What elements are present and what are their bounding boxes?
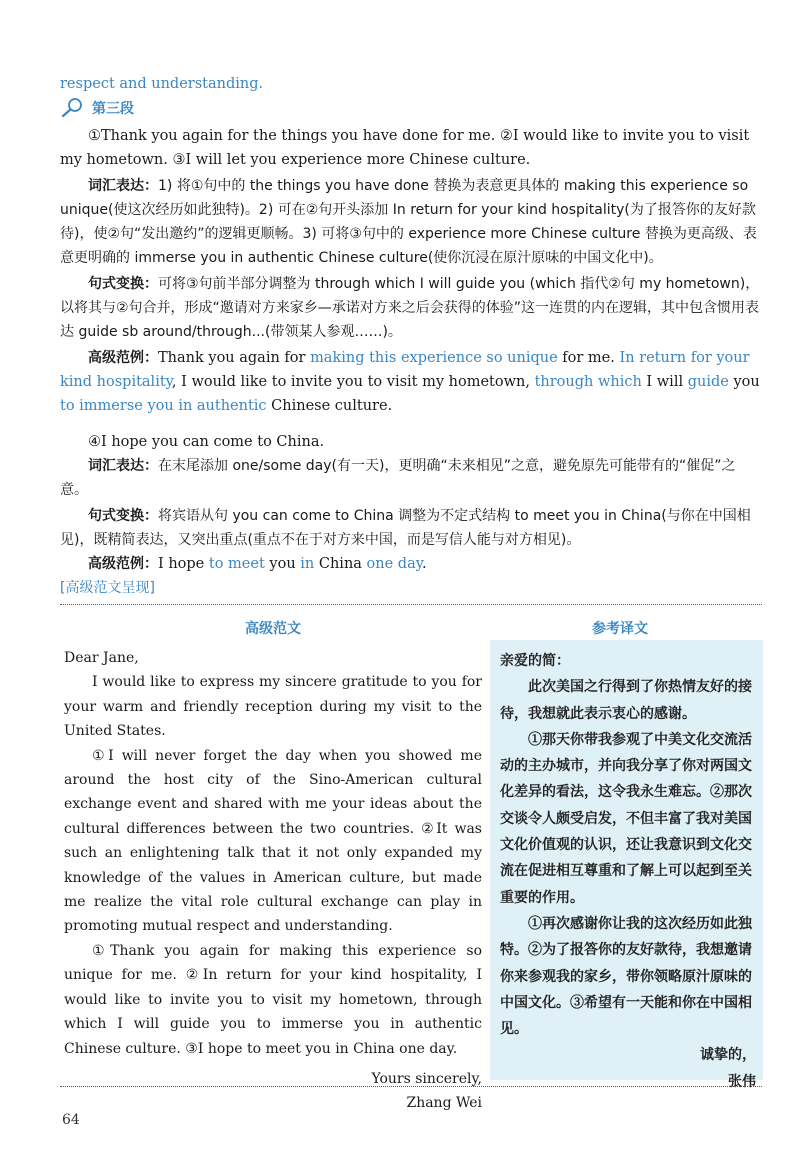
vocab-text-1: 1) 将①句中的 the things you have done 替换为表意更具体的 making this experience so unique(使这次经历如此独特)。2) 可在②句开头添加 In return for your kind hospitality(为了报答你的友好款待)，使②句“发出邀约”的逻辑更顺畅。3) 可将③句中的 experience more Chinese culture 替换为更高级、表意更明确的 immerse you in authentic Chinese culture(使你沉浸在原汁原味的中国文化中)。 xyxy=(60,178,757,266)
sentence-label-1: 句式变换： xyxy=(88,276,158,292)
page-number: 64 xyxy=(62,1112,80,1128)
plain-phrase: I hope xyxy=(158,556,209,572)
highlight-phrase: guide xyxy=(687,374,729,390)
plain-phrase: you xyxy=(264,556,301,572)
sentence-label-2: 句式变换： xyxy=(88,508,158,524)
sentence-text-1: 可将③句前半部分调整为 through which I will guide you (which 指代②句 my hometown)，以将其与②句合并，形成“邀请对方来家乡—承诺对方来之后会获得的体验”这一连贯的内在逻辑，其中包含惯用表达 guide sb around/through...(带领某人参观……)。 xyxy=(60,276,760,340)
highlight-phrase: through which xyxy=(534,374,642,390)
translation-closing: 诚挚的， xyxy=(700,1047,756,1064)
letter-paragraph-3: ①Thank you again for making this experience so unique for me. ②In return for your kind hospitality, I would like to invite you to visit my hometown, through which I will guide you to immerse you in authentic Chinese culture. ③I hope to meet you in China one day. xyxy=(64,942,482,1057)
vocab-note-1 xyxy=(60,174,760,270)
vocab-note-2 xyxy=(60,454,760,502)
vocab-label-1: 词汇表达： xyxy=(88,178,158,194)
column-title-right: 参考译文 xyxy=(592,621,648,637)
plain-phrase: you xyxy=(728,374,760,390)
letter-closing: Yours sincerely, xyxy=(371,1070,482,1087)
plain-phrase: for me. xyxy=(557,350,620,366)
intro-line: respect and understanding. xyxy=(60,76,264,92)
plain-phrase: Chinese culture. xyxy=(266,398,393,414)
highlight-phrase: to meet xyxy=(208,556,265,572)
example-2 xyxy=(60,552,760,576)
magnifier-icon xyxy=(60,97,86,117)
showcase-tag: [高级范文呈现] xyxy=(60,580,155,596)
highlight-phrase: In return for your kind hospitality xyxy=(60,350,750,390)
example-label-2: 高级范例： xyxy=(88,556,158,572)
plain-phrase: , I would like to invite you to visit my hometown, xyxy=(171,374,535,390)
letter-signature: Zhang Wei xyxy=(406,1095,482,1112)
letter-greeting: Dear Jane, xyxy=(64,650,139,666)
divider-top xyxy=(60,604,762,605)
divider-bottom xyxy=(60,1086,762,1087)
translation-paragraph-1: 此次美国之行得到了你热情友好的接待，我想就此表示衷心的感谢。 xyxy=(500,679,752,722)
highlight-phrase: making this experience so unique xyxy=(310,350,558,366)
sentence-4: ④I hope you can come to China. xyxy=(88,434,325,450)
original-sentences: ①Thank you again for the things you have done for me. ②I would like to invite you to visit my hometown. ③I will let you experience more Chinese culture. xyxy=(60,128,750,168)
example-text-2 xyxy=(158,556,427,572)
plain-phrase: China xyxy=(314,556,367,572)
translation-greeting: 亲爱的简： xyxy=(500,653,570,669)
translation-panel xyxy=(490,640,763,1090)
example-1 xyxy=(60,346,760,418)
letter-paragraph-2: ①I will never forget the day when you showed me around the host city of the Sino-American cultural exchange event and shared with me your ideas about the cultural differences between the two countries. ②It was such an enlightening talk that it not only expanded my knowledge of the values in American culture, but made me realize the vital role cultural exchange can play in promoting mutual respect and understanding. xyxy=(64,747,482,935)
sentence-text-2: 将宾语从句 you can come to China 调整为不定式结构 to meet you in China(与你在中国相见)，既精简表达，又突出重点(重点不在于对方来中国，而是写信人能与对方相见)。 xyxy=(60,508,751,548)
model-letter xyxy=(64,646,482,1116)
highlight-phrase: one day xyxy=(366,556,422,572)
translation-paragraph-3: ①再次感谢你让我的这次经历如此独特。②为了报答你的友好款待，我想邀请你来参观我的家乡，带你领略原汁原味的中国文化。③希望有一天能和你在中国相见。 xyxy=(500,915,752,1038)
plain-phrase: . xyxy=(422,556,427,572)
vocab-label-2: 词汇表达： xyxy=(88,458,158,474)
translation-signature: 张伟 xyxy=(728,1073,756,1090)
plain-phrase: I will xyxy=(641,374,688,390)
translation-paragraph-2: ①那天你带我参观了中美文化交流活动的主办城市，并向我分享了你对两国文化差异的看法，这令我永生难忘。②那次交谈令人颇受启发，不但丰富了我对美国文化价值观的认识，还让我意识到文化交流在促进相互尊重和了解上可以起到至关重要的作用。 xyxy=(500,731,752,906)
plain-phrase: Thank you again for xyxy=(158,350,311,366)
highlight-phrase: in xyxy=(300,556,315,572)
highlight-phrase: to immerse you in authentic xyxy=(60,398,267,414)
letter-paragraph-1: I would like to express my sincere gratitude to you for your warm and friendly reception during my visit to the United States. xyxy=(64,674,482,740)
example-text-1 xyxy=(60,350,760,414)
column-title-left: 高级范文 xyxy=(245,621,301,637)
example-label-1: 高级范例： xyxy=(88,350,158,366)
sentence-note-1 xyxy=(60,272,760,344)
vocab-text-2: 在末尾添加 one/some day(有一天)，更明确“未来相见”之意，避免原先可能带有的“催促”之意。 xyxy=(60,458,736,498)
section-title: 第三段 xyxy=(92,101,134,117)
sentence-note-2 xyxy=(60,504,760,552)
